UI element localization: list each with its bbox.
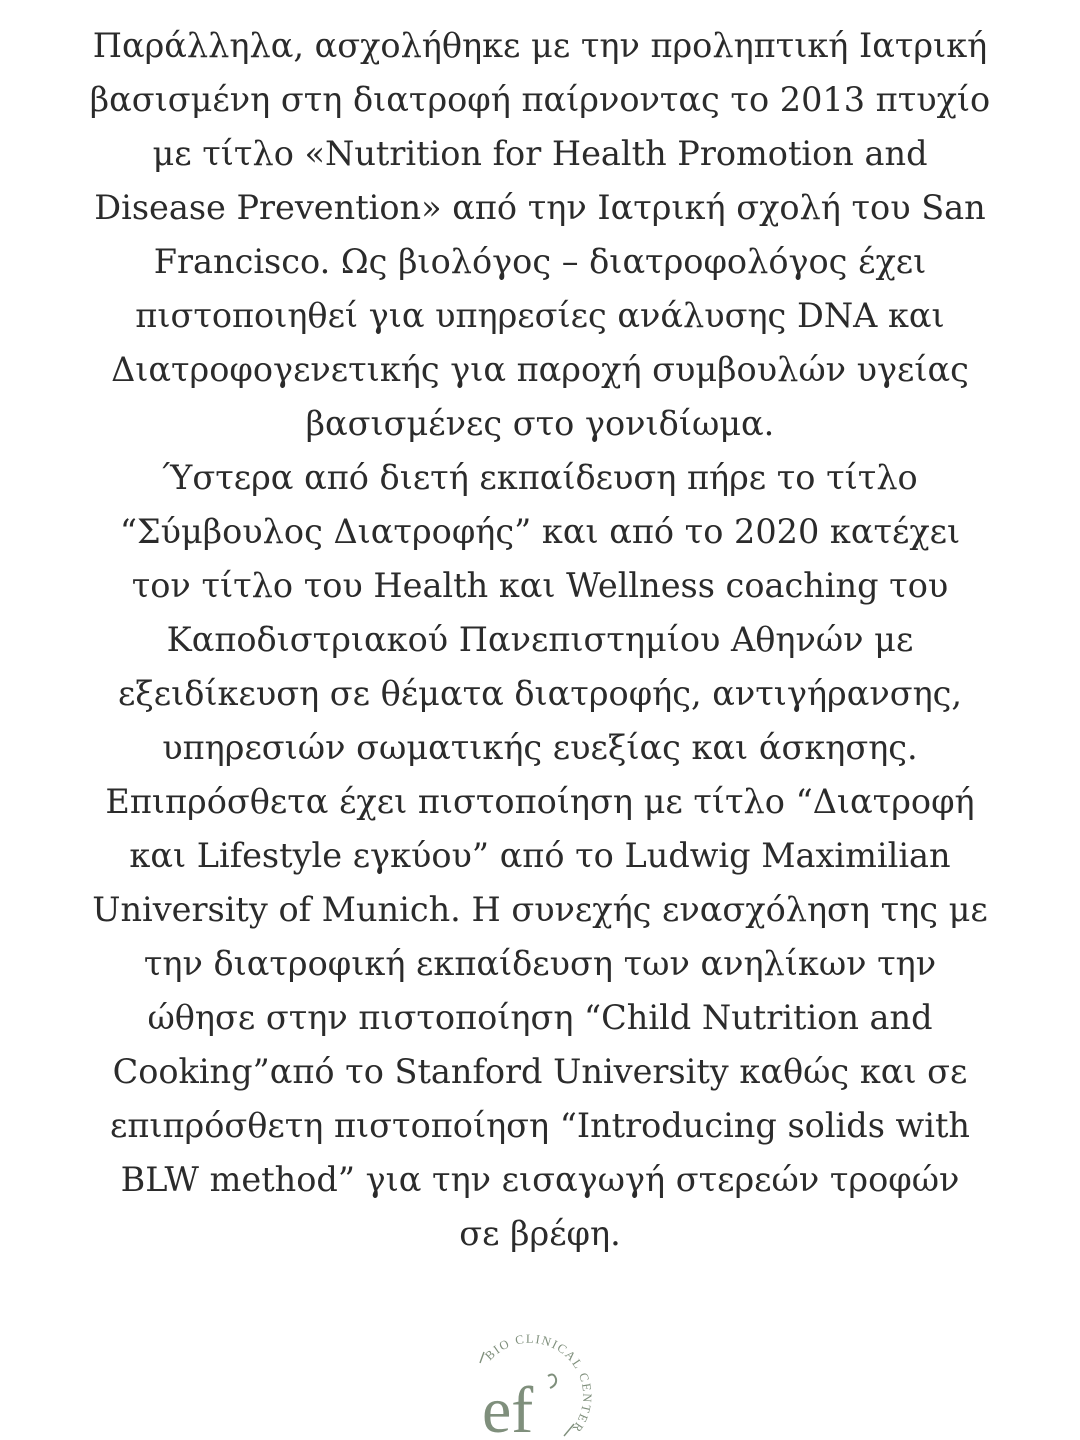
bio-line: BLW method” για την εισαγωγή στερεών τροφών <box>120 1160 960 1199</box>
bio-line: Ύστερα από διετή εκπαίδευση πήρε το τίτλο <box>162 458 918 497</box>
bio-paragraph <box>40 19 1040 1261</box>
logo-arc-text-path: BIO CLINICAL CENTER <box>482 1331 595 1436</box>
bio-line: επιπρόσθετη πιστοποίηση “Introducing solids with <box>110 1106 970 1145</box>
bio-line: βασισμένη στη διατροφή παίρνοντας το 2013 πτυχίο <box>89 80 991 119</box>
bio-clinical-center-logo <box>470 1316 620 1440</box>
bio-line: “Σύμβουλος Διατροφής” και από το 2020 κατέχει <box>119 512 961 551</box>
bio-line: ώθησε στην πιστοποίηση “Child Nutrition and <box>147 998 933 1037</box>
bio-line: υπηρεσιών σωματικής ευεξίας και άσκησης. <box>162 728 918 767</box>
bio-line: βασισμένες στο γονιδίωμα. <box>305 404 775 443</box>
bio-line: την διατροφική εκπαίδευση των ανηλίκων την <box>143 944 937 983</box>
bio-line: Disease Prevention» από την Ιατρική σχολή του San <box>94 188 986 227</box>
bio-line: Francisco. Ως βιολόγος – διατροφολόγος έχει <box>153 242 927 281</box>
bio-line: Cooking”από το Stanford University καθώς και σε <box>112 1052 968 1091</box>
bio-line: Διατροφογενετικής για παροχή συμβουλών υγείας <box>111 350 969 389</box>
bio-line: με τίτλο «Nutrition for Health Promotion and <box>152 134 928 173</box>
bio-line: Επιπρόσθετα έχει πιστοποίηση με τίτλο “Διατροφή <box>105 782 975 821</box>
bio-line: εξειδίκευση σε θέματα διατροφής, αντιγήρανσης, <box>117 674 963 713</box>
bio-line: τον τίτλο του Health και Wellness coaching του <box>131 566 949 605</box>
logo-swash <box>548 1375 556 1388</box>
bio-line: πιστοποιηθεί για υπηρεσίες ανάλυσης DNA και <box>135 296 945 335</box>
bio-line: σε βρέφη. <box>459 1214 621 1253</box>
bio-line: Παράλληλα, ασχολήθηκε με την προληπτική Ιατρική <box>92 26 988 65</box>
logo-monogram: ef <box>482 1374 534 1440</box>
bio-line: και Lifestyle εγκύου” από το Ludwig Maximilian <box>129 836 951 875</box>
bio-line: University of Munich. Η συνεχής ενασχόληση της με <box>92 890 988 929</box>
bio-line: Καποδιστριακού Πανεπιστημίου Αθηνών με <box>166 620 914 659</box>
